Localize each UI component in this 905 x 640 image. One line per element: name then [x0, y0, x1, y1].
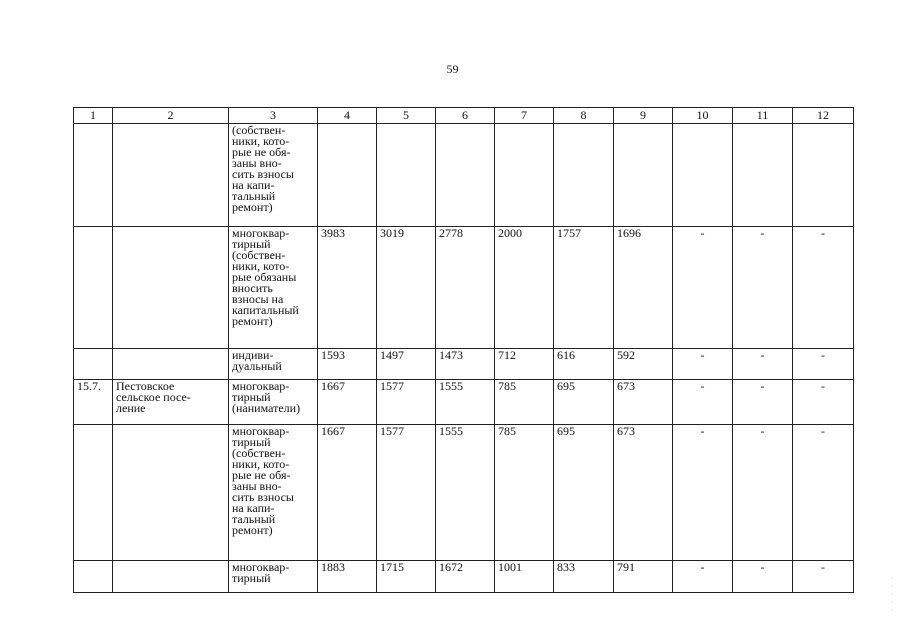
cell-text: 1757	[557, 226, 581, 240]
col-header-8: 8	[554, 108, 614, 124]
cell-text: 1593	[321, 348, 345, 362]
table-cell-col-2	[113, 380, 229, 425]
cell-text: 1715	[380, 560, 404, 574]
table-cell-col-11	[733, 561, 793, 593]
cell-text: 1497	[380, 348, 404, 362]
table-cell-col-4	[318, 227, 377, 349]
cell-text: 3983	[321, 226, 345, 240]
cell-text: 833	[557, 560, 575, 574]
cell-text: -	[700, 348, 705, 362]
table-cell-col-8	[554, 561, 614, 593]
table-cell-col-11	[733, 124, 793, 227]
table-cell-col-6	[436, 124, 495, 227]
table-row	[74, 380, 854, 425]
table-cell-col-4	[318, 124, 377, 227]
table-cell-col-4	[318, 349, 377, 380]
table-cell-col-7	[495, 124, 554, 227]
table-cell-col-2	[113, 425, 229, 561]
table-cell-col-1	[74, 425, 113, 561]
col-header-4: 4	[318, 108, 377, 124]
table-cell-col-7	[495, 227, 554, 349]
table-cell-col-7	[495, 561, 554, 593]
table-cell-col-5	[377, 124, 436, 227]
cell-text: -	[821, 424, 825, 438]
cell-text: 1001	[498, 560, 522, 574]
cell-text: 1555	[439, 424, 463, 438]
cell-text: многоквар- тирный (наниматели)	[232, 379, 301, 415]
table-cell-col-1	[74, 380, 113, 425]
col-header-3: 3	[229, 108, 318, 124]
table-cell-col-6	[436, 561, 495, 593]
col-header-7: 7	[495, 108, 554, 124]
col-header-9: 9	[614, 108, 673, 124]
table-cell-col-6	[436, 425, 495, 561]
col-header-11: 11	[733, 108, 793, 124]
table-cell-col-9	[614, 561, 673, 593]
cell-text: -	[700, 226, 705, 240]
table-cell-col-8	[554, 425, 614, 561]
table-cell-col-5	[377, 227, 436, 349]
col-header-5: 5	[377, 108, 436, 124]
table-cell-col-12	[793, 124, 854, 227]
table-cell-col-12	[793, 425, 854, 561]
cell-text: 1672	[439, 560, 463, 574]
cell-text: 15.7.	[77, 379, 101, 393]
cell-text: -	[760, 348, 765, 362]
cell-text: -	[821, 226, 825, 240]
table-row	[74, 425, 854, 561]
cell-text: 1555	[439, 379, 463, 393]
table-cell-col-8	[554, 380, 614, 425]
cell-text: индиви- дуальный	[232, 348, 282, 373]
cell-text: 791	[617, 560, 635, 574]
cell-text: 3019	[380, 226, 404, 240]
table-row	[74, 227, 854, 349]
table-cell-col-8	[554, 349, 614, 380]
table-cell-col-4	[318, 425, 377, 561]
table-cell-col-1	[74, 227, 113, 349]
table-cell-col-7	[495, 380, 554, 425]
cell-text: -	[760, 379, 765, 393]
cell-text: 616	[557, 348, 575, 362]
cell-text: 673	[617, 424, 635, 438]
col-header-1: 1	[74, 108, 113, 124]
table-cell-col-10	[673, 561, 733, 593]
table-cell-col-4	[318, 380, 377, 425]
table-cell-col-10	[673, 380, 733, 425]
table-cell-col-3	[229, 349, 318, 380]
col-header-10: 10	[673, 108, 733, 124]
scan-margin-mark: · · · · ·	[891, 576, 893, 614]
cell-text: -	[760, 424, 765, 438]
cell-text: 1667	[321, 424, 345, 438]
table-cell-col-2	[113, 349, 229, 380]
table-cell-col-8	[554, 227, 614, 349]
table-cell-col-6	[436, 227, 495, 349]
cell-text: 1577	[380, 379, 404, 393]
cell-text: 1883	[321, 560, 345, 574]
cell-text: 673	[617, 379, 635, 393]
cell-text: 1577	[380, 424, 404, 438]
table-cell-col-10	[673, 425, 733, 561]
page-number: 59	[446, 62, 459, 76]
table-row	[74, 349, 854, 380]
cell-text: 1667	[321, 379, 345, 393]
cell-text: 592	[617, 348, 635, 362]
cell-text: 1473	[439, 348, 463, 362]
cell-text: -	[821, 560, 825, 574]
cell-text: 2000	[498, 226, 522, 240]
table-cell-col-6	[436, 380, 495, 425]
table-cell-col-11	[733, 380, 793, 425]
cell-text: -	[760, 226, 765, 240]
table-cell-col-2	[113, 561, 229, 593]
cell-text: 785	[498, 424, 516, 438]
table-cell-col-3	[229, 124, 318, 227]
table-cell-col-2	[113, 227, 229, 349]
col-header-12: 12	[793, 108, 854, 124]
table-cell-col-9	[614, 227, 673, 349]
cell-text: многоквар- тирный (собствен- ники, кото- рые обязаны вносить взносы на капитальный ремонт)	[232, 226, 299, 328]
table-row	[74, 561, 854, 593]
table-cell-col-12	[793, 380, 854, 425]
table-cell-col-8	[554, 124, 614, 227]
header-row	[74, 108, 854, 124]
table-cell-col-9	[614, 349, 673, 380]
table-cell-col-7	[495, 425, 554, 561]
table-cell-col-11	[733, 349, 793, 380]
table-cell-col-7	[495, 349, 554, 380]
cell-text: -	[821, 348, 825, 362]
col-header-2: 2	[113, 108, 229, 124]
cell-text: -	[760, 560, 765, 574]
table-cell-col-3	[229, 425, 318, 561]
table-cell-col-5	[377, 561, 436, 593]
cell-text: 1696	[617, 226, 641, 240]
table-cell-col-11	[733, 425, 793, 561]
table-cell-col-3	[229, 227, 318, 349]
cell-text: -	[700, 379, 705, 393]
table-cell-col-1	[74, 349, 113, 380]
table-cell-col-12	[793, 561, 854, 593]
table-cell-col-9	[614, 124, 673, 227]
table-cell-col-1	[74, 124, 113, 227]
cell-text: -	[700, 560, 705, 574]
table-cell-col-9	[614, 380, 673, 425]
table-cell-col-9	[614, 425, 673, 561]
cell-text: многоквар- тирный (собствен- ники, кото- рые не обя- заны вно- сить взносы на капи- тальный ремонт)	[232, 424, 294, 537]
table-cell-col-10	[673, 227, 733, 349]
table-cell-col-4	[318, 561, 377, 593]
cell-text: 2778	[439, 226, 463, 240]
table-cell-col-5	[377, 349, 436, 380]
table-row	[74, 124, 854, 227]
table-body	[74, 124, 854, 593]
table-cell-col-12	[793, 227, 854, 349]
cell-text: -	[700, 424, 705, 438]
table-cell-col-10	[673, 349, 733, 380]
table-cell-col-10	[673, 124, 733, 227]
table-cell-col-5	[377, 380, 436, 425]
data-table	[73, 107, 854, 593]
table-cell-col-12	[793, 349, 854, 380]
cell-text: -	[821, 379, 825, 393]
cell-text: Пестовское сельское посе- ление	[116, 379, 191, 415]
cell-text: 695	[557, 379, 575, 393]
cell-text: 695	[557, 424, 575, 438]
table-cell-col-2	[113, 124, 229, 227]
col-header-6: 6	[436, 108, 495, 124]
table-cell-col-1	[74, 561, 113, 593]
table-cell-col-3	[229, 380, 318, 425]
table-cell-col-3	[229, 561, 318, 593]
table-cell-col-11	[733, 227, 793, 349]
cell-text: 785	[498, 379, 516, 393]
table-cell-col-6	[436, 349, 495, 380]
cell-text: (собствен- ники, кото- рые не обя- заны вно- сить взносы на капи- тальный ремонт)	[232, 123, 294, 214]
cell-text: многоквар- тирный	[232, 560, 290, 585]
table-cell-col-5	[377, 425, 436, 561]
cell-text: 712	[498, 348, 516, 362]
